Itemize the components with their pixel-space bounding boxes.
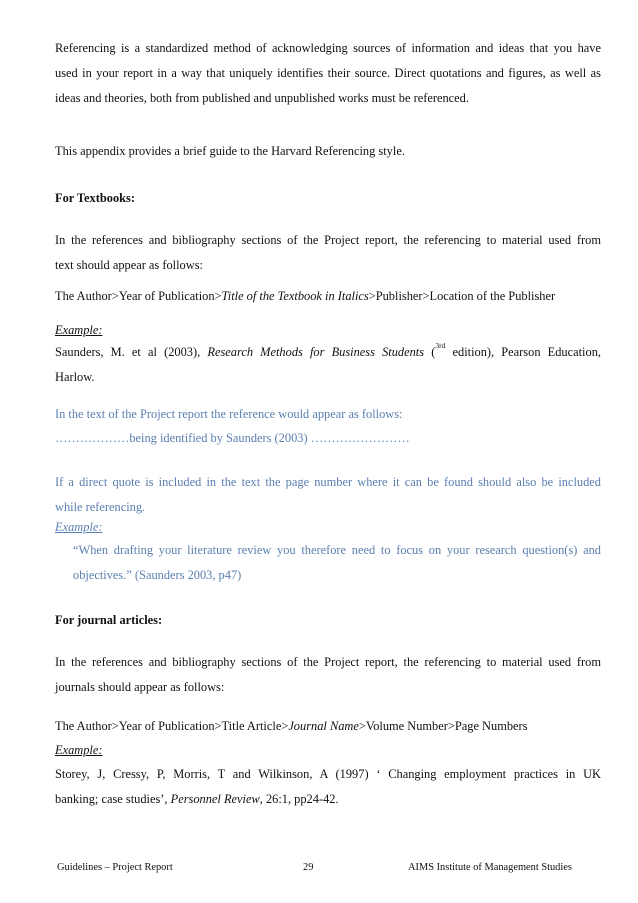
- textbooks-intro: [55, 228, 601, 278]
- journal-example-line-2: [55, 787, 601, 812]
- journal-example-line-1: Storey, J, Cressy, P, Morris, T and Wilkinson, A (1997) ‘ Changing employment practices in UK: [55, 767, 601, 781]
- textbooks-heading: For Textbooks:: [55, 191, 135, 205]
- journals-intro: [55, 650, 601, 700]
- textbook-example-edition-sup: 3rd: [435, 341, 446, 350]
- journal-format-part-2: >Volume Number>Page Numbers: [358, 719, 528, 733]
- journal-format-part-1: The Author>Year of Publication>Title Article>: [55, 719, 289, 733]
- journal-example-volume: , 26:1, pp24-42.: [259, 792, 339, 806]
- journal-format: [55, 714, 601, 739]
- footer-page-number: 29: [303, 862, 314, 873]
- journals-heading: For journal articles:: [55, 613, 163, 627]
- intro-line-2: used in your report in a way that uniquely identifies their source. Direct quotations and figures, as well as: [55, 66, 601, 80]
- intext-example: ………………being identified by Saunders (2003) ……………………: [55, 431, 410, 445]
- direct-quote-line-1: If a direct quote is included in the text the page number where it can be found should also be included: [55, 475, 601, 489]
- textbook-example: [55, 340, 601, 390]
- intro-line-3: ideas and theories, both from published and unpublished works must be referenced.: [55, 91, 469, 105]
- quote-example-line-1: “When drafting your literature review you therefore need to focus on your research question(s) and: [73, 543, 601, 557]
- journals-intro-line-1: In the references and bibliography sections of the Project report, the referencing to material used from: [55, 655, 601, 669]
- journal-format-name: Journal Name: [288, 719, 359, 733]
- textbook-example-label: Example:: [55, 323, 103, 337]
- intext-instruction: In the text of the Project report the reference would appear as follows:: [55, 407, 403, 421]
- quote-example-label: Example:: [55, 520, 103, 534]
- textbook-example-line-1: [55, 340, 601, 365]
- textbook-format: [55, 284, 601, 309]
- textbook-example-location: Harlow.: [55, 370, 95, 384]
- journal-example-label: Example:: [55, 743, 103, 757]
- textbooks-intro-line-1: In the references and bibliography sections of the Project report, the referencing to material used from: [55, 233, 601, 247]
- intro-paragraph: [55, 36, 601, 111]
- textbook-example-authors: Saunders, M. et al (2003),: [55, 345, 208, 359]
- appendix-note: This appendix provides a brief guide to the Harvard Referencing style.: [55, 144, 405, 158]
- textbook-format-title: Title of the Textbook in Italics: [221, 289, 369, 303]
- footer-right: AIMS Institute of Management Studies: [408, 862, 572, 873]
- quote-example: [73, 538, 601, 588]
- journals-intro-line-2: journals should appear as follows:: [55, 680, 225, 694]
- textbook-example-title: Research Methods for Business Students: [207, 345, 425, 359]
- direct-quote-note: [55, 470, 601, 520]
- textbooks-intro-line-2: text should appear as follows:: [55, 258, 203, 272]
- textbook-format-part-2: >Publisher>Location of the Publisher: [368, 289, 556, 303]
- intro-line-1: Referencing is a standardized method of acknowledging sources of information and ideas that you have: [55, 41, 601, 55]
- journal-example-journal: Personnel Review: [170, 792, 260, 806]
- direct-quote-line-2: while referencing.: [55, 500, 146, 514]
- journal-example: [55, 762, 601, 812]
- footer-left: Guidelines – Project Report: [57, 862, 173, 873]
- quote-example-line-2: objectives.” (Saunders 2003, p47): [73, 568, 242, 582]
- journal-example-article: banking; case studies’,: [55, 792, 171, 806]
- textbook-example-publisher: edition), Pearson Education,: [445, 345, 601, 359]
- textbook-format-part-1: The Author>Year of Publication>: [55, 289, 222, 303]
- textbook-example-paren: (: [424, 345, 436, 359]
